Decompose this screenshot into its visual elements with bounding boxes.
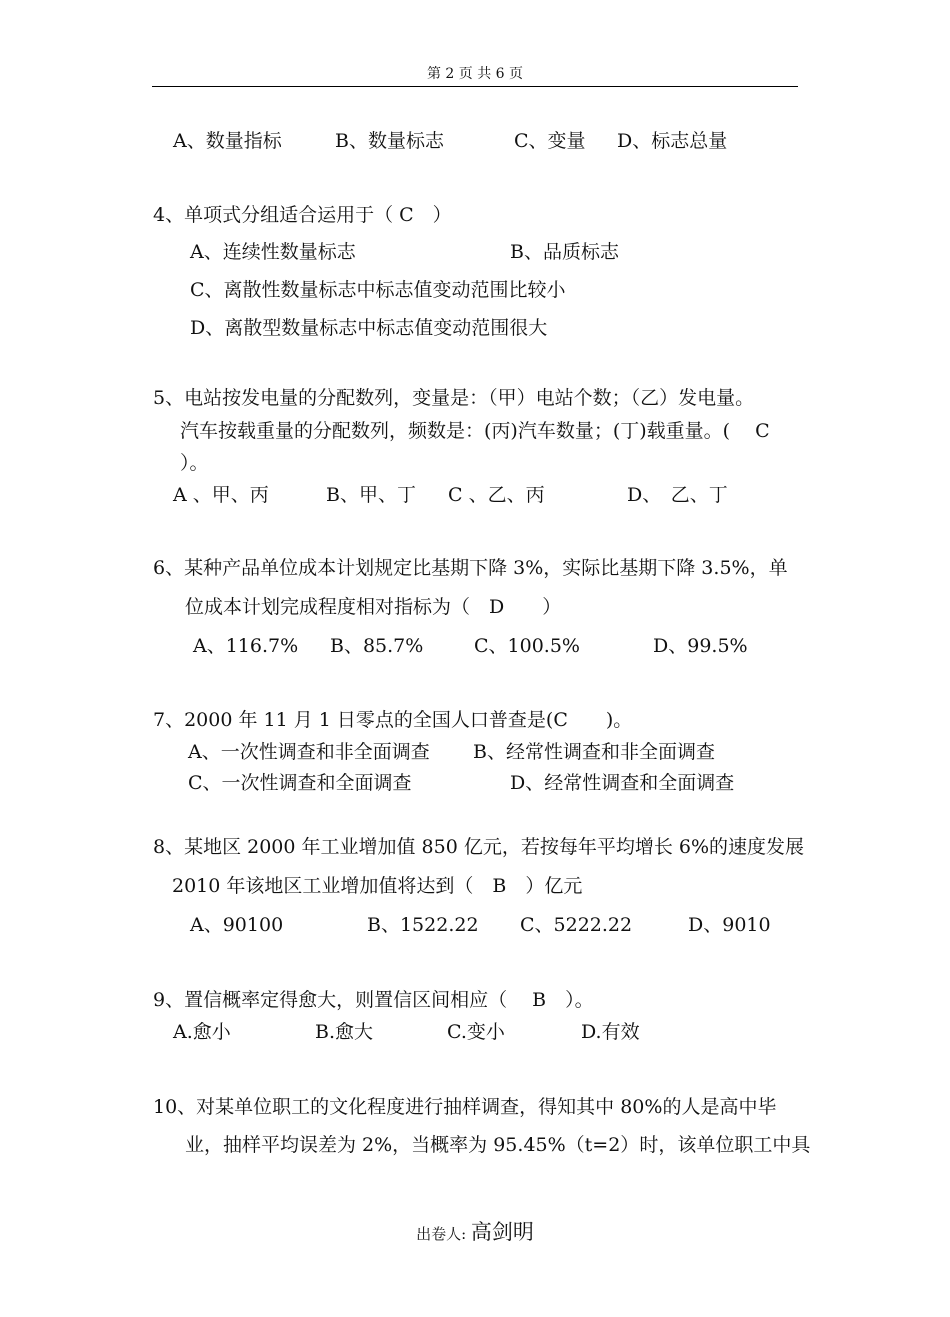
- q7-option-b: B、经常性调查和非全面调查: [473, 741, 715, 763]
- q9-option-d: D.有效: [581, 1021, 640, 1043]
- q7-option-d: D、经常性调查和全面调查: [510, 772, 735, 794]
- q6-option-d: D、99.5%: [653, 635, 748, 657]
- q4-stem: 4、单项式分组适合运用于（ C ）: [153, 204, 452, 226]
- q5-option-c: C 、乙、丙: [448, 484, 545, 506]
- q8-line-2: 2010 年该地区工业增加值将达到（ B ）亿元: [172, 875, 583, 897]
- q8-option-c: C、5222.22: [520, 914, 633, 936]
- q4-option-a: A、连续性数量标志: [190, 241, 356, 263]
- q3-option-a: A、数量指标: [173, 130, 282, 152]
- q8-option-a: A、90100: [190, 914, 284, 936]
- q5-option-a: A 、甲、丙: [173, 484, 269, 506]
- q6-option-b: B、85.7%: [330, 635, 424, 657]
- q9-option-a: A.愈小: [173, 1021, 231, 1043]
- q3-option-c: C、变量: [514, 130, 586, 152]
- q5-option-d: D、 乙、丁: [627, 484, 728, 506]
- q10-line-2: 业，抽样平均误差为 2%，当概率为 95.45%（t=2）时，该单位职工中具: [185, 1134, 811, 1156]
- footer-label: 出卷人:: [416, 1225, 467, 1243]
- q6-option-c: C、100.5%: [474, 635, 580, 657]
- q6-line-1: 6、某种产品单位成本计划规定比基期下降 3%，实际比基期下降 3.5%，单: [153, 557, 788, 579]
- q4-option-d: D、离散型数量标志中标志值变动范围很大: [190, 317, 548, 339]
- q3-option-b: B、数量标志: [335, 130, 444, 152]
- q3-option-d: D、标志总量: [617, 130, 728, 152]
- q7-stem: 7、2000 年 11 月 1 日零点的全国人口普查是(C )。: [153, 709, 633, 731]
- q10-line-1: 10、对某单位职工的文化程度进行抽样调查，得知其中 80%的人是高中毕: [153, 1096, 777, 1118]
- q8-option-d: D、9010: [688, 914, 771, 936]
- q4-option-c: C、离散性数量标志中标志值变动范围比较小: [190, 279, 566, 301]
- q8-option-b: B、1522.22: [367, 914, 479, 936]
- q8-line-1: 8、某地区 2000 年工业增加值 850 亿元，若按每年平均增长 6%的速度发展: [153, 836, 805, 858]
- q9-stem: 9、置信概率定得愈大，则置信区间相应（ B ）。: [153, 989, 594, 1011]
- q5-line-2: 汽车按载重量的分配数列，频数是：(丙)汽车数量；(丁)载重量。( C: [180, 420, 770, 442]
- header-rule: [152, 86, 798, 87]
- q7-option-a: A、一次性调查和非全面调查: [188, 741, 430, 763]
- q7-option-c: C、一次性调查和全面调查: [188, 772, 412, 794]
- q6-line-2: 位成本计划完成程度相对指标为（ D ）: [185, 596, 562, 618]
- author-name: 高剑明: [470, 1220, 534, 1244]
- q6-option-a: A、116.7%: [193, 635, 299, 657]
- page-header: 第 2 页 共 6 页: [426, 66, 524, 82]
- q5-option-b: B、甲、丁: [326, 484, 416, 506]
- q4-option-b: B、品质标志: [510, 241, 619, 263]
- q5-line-3: ）。: [180, 452, 209, 474]
- page-footer: [0, 1219, 950, 1247]
- q9-option-b: B.愈大: [315, 1021, 374, 1043]
- q5-line-1: 5、电站按发电量的分配数列，变量是：（甲）电站个数；（乙）发电量。: [153, 387, 755, 409]
- q9-option-c: C.变小: [447, 1021, 505, 1043]
